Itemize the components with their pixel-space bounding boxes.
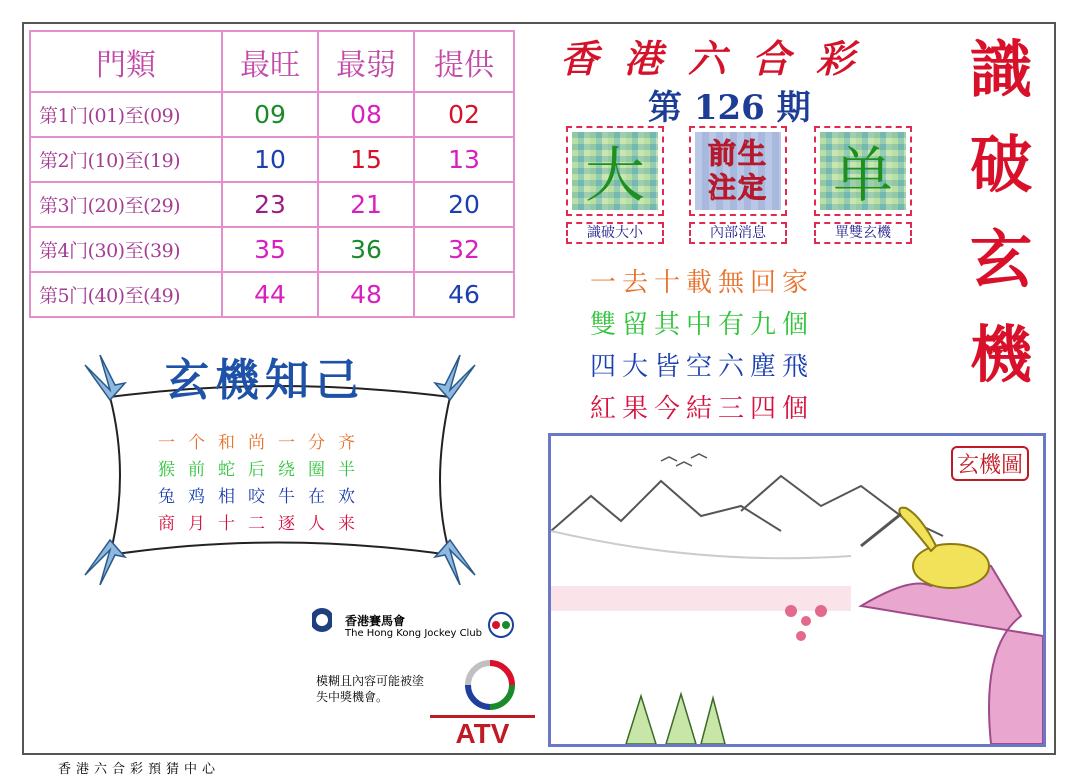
vertical-title-char: 識 — [969, 33, 1032, 106]
cell-provided: 13 — [414, 137, 514, 182]
poem-line: 一去十載無回家 — [590, 268, 815, 298]
box-characters: 前生注定 — [707, 137, 768, 204]
riddle-painting — [548, 433, 1046, 747]
cell-weakest: 08 — [318, 92, 414, 137]
cell-provided: 20 — [414, 182, 514, 227]
cell-weakest: 21 — [318, 182, 414, 227]
scroll-line: 商月十二逐人来 — [158, 514, 368, 534]
vertical-title-char: 破 — [969, 128, 1032, 201]
cell-hottest: 35 — [222, 227, 318, 272]
bird-icon — [435, 355, 475, 400]
scroll-line: 一个和尚一分齐 — [158, 433, 368, 453]
cell-weakest: 48 — [318, 272, 414, 317]
cell-hottest: 44 — [222, 272, 318, 317]
table-row — [30, 182, 514, 227]
cell-weakest: 15 — [318, 137, 414, 182]
hkjc-name: 香港賽馬會 — [345, 614, 406, 628]
table-row — [30, 92, 514, 137]
cell-hottest: 10 — [222, 137, 318, 182]
scroll-line: 兔鸡相咬牛在欢 — [158, 487, 368, 507]
poem-line: 紅果今結三四個 — [590, 394, 815, 424]
row-label: 第1门(01)至(09) — [30, 92, 222, 137]
painting-stamp: 玄機圖 — [951, 446, 1029, 481]
header-provided: 提供 — [414, 31, 514, 92]
hkjc-english-name: The Hong Kong Jockey Club — [345, 628, 483, 639]
box-caption: 內部消息 — [689, 222, 787, 244]
table-row — [30, 272, 514, 317]
cell-hottest: 09 — [222, 92, 318, 137]
cell-provided: 02 — [414, 92, 514, 137]
poem-line: 雙留其中有九個 — [590, 310, 815, 340]
landscape-illustration — [551, 436, 1043, 744]
mark-six-logo — [478, 610, 524, 640]
period-label: 第 126 期 — [648, 88, 811, 128]
atv-logo-text: ATV — [455, 718, 510, 749]
header-weakest: 最弱 — [318, 31, 414, 92]
box-character: 大 — [585, 141, 645, 211]
lottery-title: 香港六合彩 — [560, 36, 881, 81]
cell-provided: 32 — [414, 227, 514, 272]
table-row — [30, 137, 514, 182]
vertical-title — [956, 22, 1046, 402]
odd-even-box — [814, 126, 912, 216]
cell-provided: 46 — [414, 272, 514, 317]
scroll-title: 玄機知己 — [165, 355, 365, 406]
vertical-title-char: 機 — [969, 318, 1032, 391]
big-small-box — [566, 126, 664, 216]
scroll-line: 猴前蛇后绕圈半 — [158, 460, 368, 480]
cell-weakest: 36 — [318, 227, 414, 272]
hkjc-logo — [312, 600, 332, 640]
table-row — [30, 227, 514, 272]
table-header-row — [30, 31, 514, 92]
notice-line: 失中獎機會。 — [316, 690, 389, 704]
row-label: 第2门(10)至(19) — [30, 137, 222, 182]
row-label: 第5门(40)至(49) — [30, 272, 222, 317]
notice-line: 模糊且內容可能被塗 — [316, 674, 425, 688]
row-label: 第4门(30)至(39) — [30, 227, 222, 272]
box-caption: 單雙玄機 — [814, 222, 912, 244]
bird-icon — [85, 355, 125, 400]
header-category: 門類 — [30, 31, 222, 92]
number-table — [29, 30, 515, 318]
atv-emblem — [460, 658, 520, 713]
poem-line: 四大皆空六塵飛 — [590, 352, 815, 382]
blank-area — [35, 590, 305, 750]
box-caption: 識破大小 — [566, 222, 664, 244]
atv-logo — [430, 715, 535, 750]
header-hottest: 最旺 — [222, 31, 318, 92]
vertical-title-char: 玄 — [969, 223, 1032, 296]
cell-hottest: 23 — [222, 182, 318, 227]
box-character: 单 — [833, 141, 893, 211]
footer-text: 香港六合彩預猜中心 — [58, 762, 221, 777]
row-label: 第3门(20)至(29) — [30, 182, 222, 227]
inside-info-box — [689, 126, 787, 216]
